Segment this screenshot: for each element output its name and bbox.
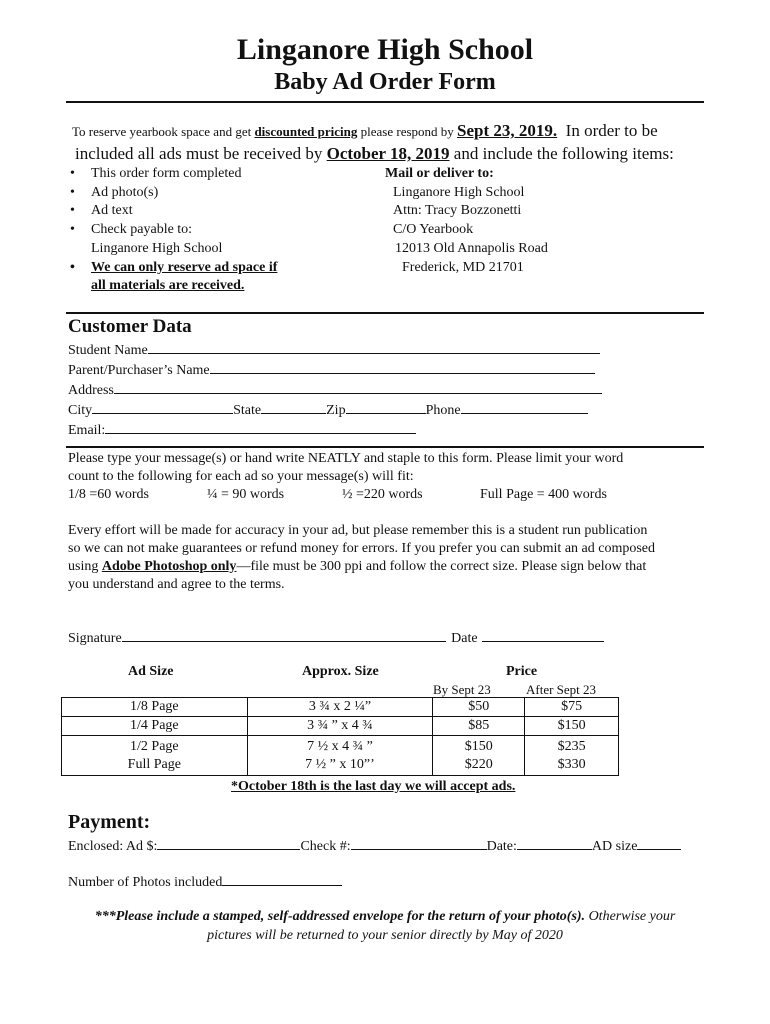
mail-line: C/O Yearbook bbox=[393, 222, 474, 238]
customer-fields bbox=[68, 340, 602, 440]
school-title: Linganore High School bbox=[236, 33, 534, 66]
list-item: • Ad text bbox=[91, 202, 277, 221]
list-item-continued: all materials are received. bbox=[91, 278, 245, 294]
intro-line-1: To reserve yearbook space and get discounted pricing please respond by Sept 23, 2019. In order to be bbox=[72, 121, 658, 140]
section-rule bbox=[66, 446, 704, 448]
section-rule bbox=[66, 312, 704, 314]
intro-line-2: included all ads must be received by October 18, 2019 and include the following items: bbox=[75, 144, 674, 163]
list-item-continued: Linganore High School bbox=[91, 240, 223, 256]
discounted-pricing: discounted pricing bbox=[254, 124, 358, 139]
accuracy-disclaimer: Every effort will be made for accuracy in your ad, but please remember this is a student run publication so we can not make guarantees or refund money for errors. If you prefer you can submit an ad composed using Adobe Photoshop only—file must be 300 ppi and follow the correct size. Please sign below that you understand and agree to the terms. bbox=[68, 523, 656, 592]
col-header-price: Price bbox=[506, 664, 538, 679]
signature-line[interactable]: Signature Date bbox=[68, 628, 604, 647]
pricing-table bbox=[61, 697, 619, 776]
form-title: Baby Ad Order Form bbox=[274, 69, 496, 95]
payment-fields[interactable]: Enclosed: Ad $: Check #: Date: AD size bbox=[68, 836, 681, 855]
mail-line: 12013 Old Annapolis Road bbox=[395, 240, 548, 256]
photoshop-requirement: Adobe Photoshop only bbox=[101, 559, 237, 574]
word-limit-half: ½ =220 words bbox=[342, 487, 423, 502]
word-limit-full: Full Page = 400 words bbox=[480, 487, 607, 502]
col-header-approx-size: Approx. Size bbox=[302, 664, 379, 679]
table-row: 1/2 Page Full Page 7 ½ x 4 ¾ ” 7 ½ ” x 10”’ $150 $220 $235 $330 bbox=[62, 736, 619, 776]
col-header-by-sept: By Sept 23 bbox=[433, 682, 491, 697]
word-limit-eighth: 1/8 =60 words bbox=[68, 487, 150, 502]
mail-line: Linganore High School bbox=[393, 184, 525, 200]
title-rule bbox=[66, 101, 704, 103]
list-item: • We can only reserve ad space if bbox=[91, 259, 277, 278]
required-items-list bbox=[91, 165, 277, 296]
mail-address-block bbox=[385, 165, 548, 277]
student-name-field[interactable]: Student Name bbox=[68, 340, 602, 360]
mail-heading: Mail or deliver to: bbox=[385, 166, 494, 181]
email-field[interactable]: Email: bbox=[68, 420, 602, 440]
col-header-ad-size: Ad Size bbox=[128, 664, 174, 679]
payment-heading: Payment: bbox=[68, 811, 151, 833]
table-row: 1/4 Page 3 ¾ ” x 4 ¾ $85 $150 bbox=[62, 717, 619, 736]
deadline-october: October 18, 2019 bbox=[326, 144, 450, 163]
list-item: • Check payable to: bbox=[91, 221, 277, 240]
city-state-zip-phone-fields[interactable]: City State Zip Phone bbox=[68, 400, 602, 420]
list-item: • Ad photo(s) bbox=[91, 184, 277, 203]
message-instructions: Please type your message(s) or hand write NEATLY and staple to this form. Please limit your word count to the following for each ad so your message(s) will fit: 1/8 =60 words ¼ = 90 words ½ =220 words Full Page = 400 words bbox=[68, 451, 624, 502]
deadline-sept: Sept 23, 2019. bbox=[457, 121, 558, 140]
mail-line: Attn: Tracy Bozzonetti bbox=[393, 203, 522, 219]
mail-line: Frederick, MD 21701 bbox=[402, 259, 524, 275]
parent-name-field[interactable]: Parent/Purchaser’s Name bbox=[68, 360, 602, 380]
word-limit-quarter: ¼ = 90 words bbox=[207, 487, 285, 502]
list-item: • This order form completed bbox=[91, 165, 277, 184]
col-header-after-sept: After Sept 23 bbox=[526, 682, 597, 697]
address-field[interactable]: Address bbox=[68, 380, 602, 400]
table-row: 1/8 Page 3 ¾ x 2 ¼” $50 $75 bbox=[62, 698, 619, 717]
customer-heading: Customer Data bbox=[68, 316, 192, 337]
envelope-note: ***Please include a stamped, self-addressed envelope for the return of your photo(s). Otherwise your pictures will be returned to your senior directly by May of 2020 bbox=[94, 909, 676, 943]
last-day-note: *October 18th is the last day we will accept ads. bbox=[231, 779, 516, 794]
photos-count-field[interactable]: Number of Photos included bbox=[68, 872, 342, 891]
